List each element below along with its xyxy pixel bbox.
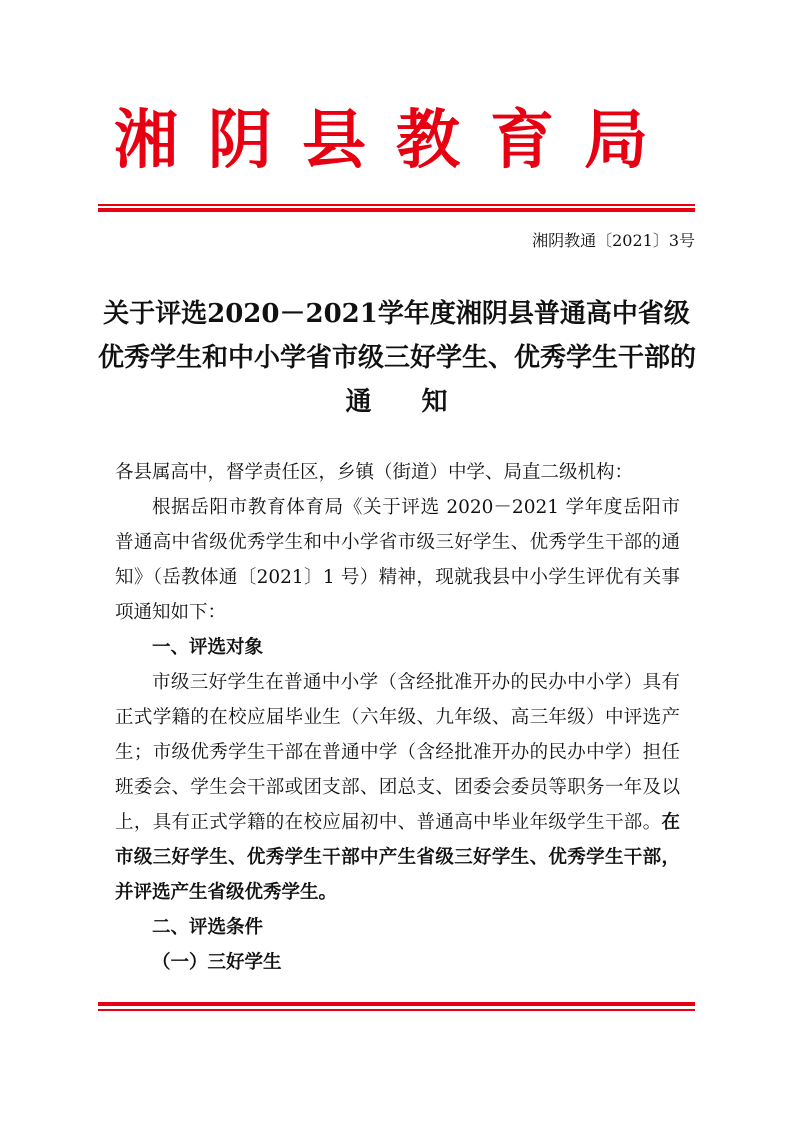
red-rule-top-thin	[98, 204, 695, 206]
document-body	[115, 455, 680, 980]
title-line-3: 通知	[345, 387, 498, 417]
section-2-heading: 二、评选条件	[152, 917, 264, 938]
section-1-paragraph	[115, 665, 680, 910]
section-1-bold-text: 在市级三好学生、优秀学生干部中产生省级三好学生、优秀学生干部，并评选产生省级优秀学生。	[115, 812, 680, 903]
section-2-subheading: （一）三好学生	[152, 952, 282, 973]
red-rule-bottom-thick	[98, 1002, 695, 1006]
document-number: 湘阴教通〔2021〕3号	[532, 231, 695, 250]
red-rule-top-thick	[98, 208, 695, 212]
salutation: 各县属高中，督学责任区，乡镇（街道）中学、局直二级机构：	[115, 462, 634, 483]
title-line-2: 优秀学生和中小学省市级三好学生、优秀学生干部的	[98, 343, 697, 373]
red-rule-bottom-thin	[98, 1009, 695, 1011]
intro-paragraph: 根据岳阳市教育体育局《关于评选 2020－2021 学年度岳阳市普通高中省级优秀学生和中小学省市级三好学生、优秀学生干部的通知》（岳教体通〔2021〕1 号）精神，现就我县中小学生评优有关事项通知如下：	[115, 497, 680, 623]
section-1-text: 市级三好学生在普通中小学（含经批准开办的民办中小学）具有正式学籍的在校应届毕业生（六年级、九年级、高三年级）中评选产生；市级优秀学生干部在普通中学（含经批准开办的民办中学）担任班委会、学生会干部或团支部、团总支、团委会委员等职务一年及以上，具有正式学籍的在校应届初中、普通高中毕业年级学生干部。	[115, 672, 680, 833]
title-line-1: 关于评选2020－2021学年度湘阴县普通高中省级	[103, 299, 690, 329]
section-1-heading: 一、评选对象	[152, 637, 264, 658]
agency-masthead: 湘阴县教育局	[114, 104, 678, 178]
